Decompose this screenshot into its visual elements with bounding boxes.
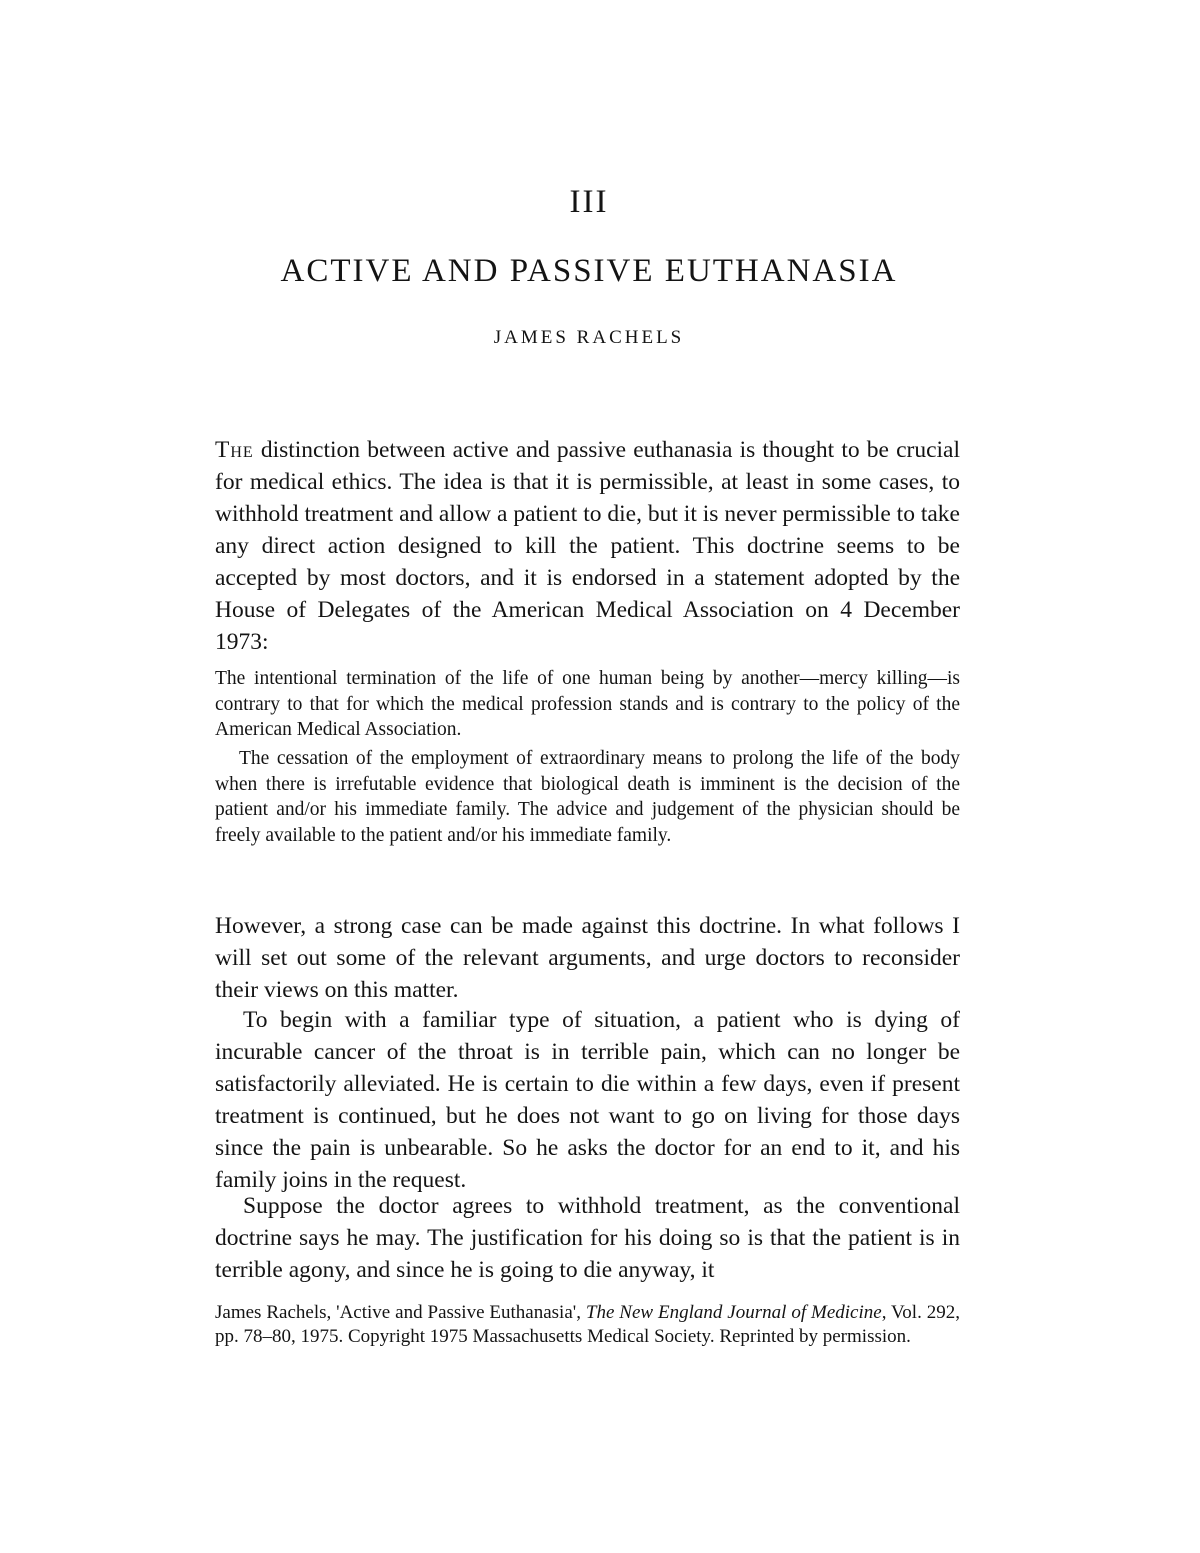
footnote-journal: The New England Journal of Medicine (585, 1302, 882, 1323)
paragraph-lead-word: The (215, 437, 254, 463)
paragraph-intro-text: distinction between active and passive euthanasia is thought to be crucial for medical ethics. The idea is that it is permissible, at least in some cases, to withhold treatment and allow a patient to die, but it is never permissible to take any direct action designed to kill the patient. This doctrine seems to be accepted by most doctors, and it is endorsed in a statement adopted by the House of Delegates of the American Medical Association on 4 December 1973: (215, 437, 960, 655)
quote-paragraph-1: The intentional termination of the life of one human being by another—mercy killing—is contrary to that for which the medical profession stands and is contrary to the policy of the American Medical Association. (215, 668, 960, 741)
source-footnote (215, 1301, 960, 1349)
chapter-number: III (569, 184, 609, 220)
footnote-author-title: James Rachels, 'Active and Passive Euthanasia', (215, 1302, 586, 1323)
author-name: JAMES RACHELS (493, 327, 685, 348)
quote-paragraph-2: The cessation of the employment of extraordinary means to prolong the life of the body when there is irrefutable evidence that biological death is imminent is the decision of the patient and/or his immediate family. The advice and judgement of the physician should be freely available to the patient and/or his immediate family. (215, 748, 960, 847)
paragraph-situation: To begin with a familiar type of situation, a patient who is dying of incurable cancer of the throat is in terrible pain, which can no longer be satisfactorily alleviated. He is certain to die within a few days, even if present treatment is continued, but he does not want to go on living for those days since the pain is unbearable. So he asks the doctor for an end to it, and his family joins in the request. (215, 1007, 960, 1193)
paragraph-suppose: Suppose the doctor agrees to withhold treatment, as the conventional doctrine says he may. The justification for his doing so is that the patient is in terrible agony, and since he is going to die anyway, it (215, 1193, 960, 1283)
footnote-details: , Vol. 292, pp. 78–80, 1975. Copyright 1975 Massachusetts Medical Society. Reprinted by permission. (215, 1302, 960, 1347)
chapter-title: ACTIVE AND PASSIVE EUTHANASIA (280, 253, 898, 289)
paragraph-however: However, a strong case can be made against this doctrine. In what follows I will set out some of the relevant arguments, and urge doctors to reconsider their views on this matter. (215, 913, 960, 1003)
paragraph-intro (215, 434, 960, 658)
